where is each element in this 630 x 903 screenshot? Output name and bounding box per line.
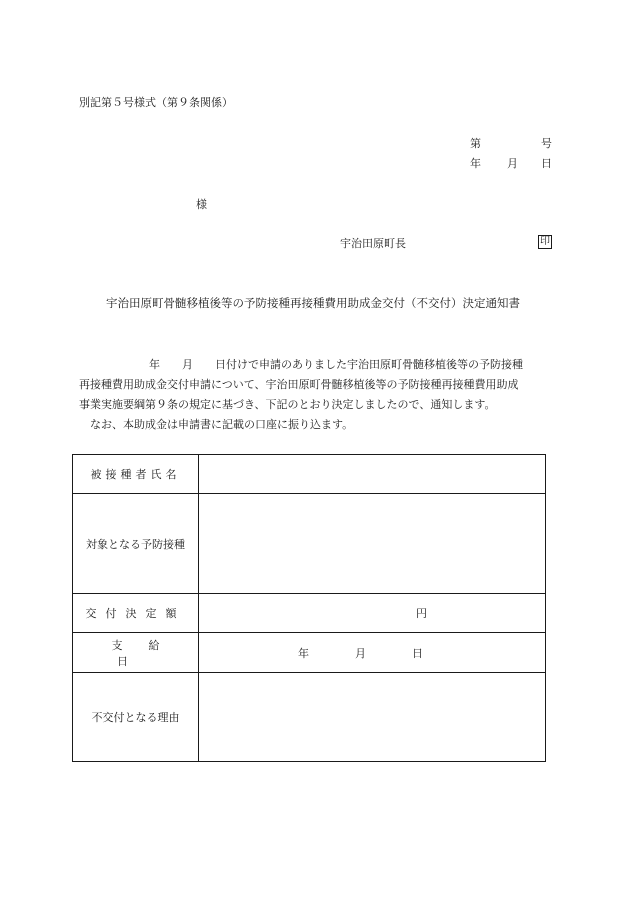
document-number-suffix: 号 <box>541 137 552 150</box>
table-row-recipient <box>73 455 546 494</box>
decision-table <box>72 454 546 762</box>
issue-date-month: 月 <box>507 157 518 170</box>
label-target-vaccination <box>73 494 199 594</box>
body-text <box>79 355 559 435</box>
body-line-1 <box>79 355 559 375</box>
table-row-reason <box>73 673 546 762</box>
form-label: 別記第５号様式（第９条関係） <box>79 96 233 109</box>
table-row-vaccination <box>73 494 546 594</box>
body-line-4-text: なお、本助成金は申請書に記載の口座に振り込ます。 <box>90 418 354 431</box>
value-non-grant-reason <box>199 673 546 762</box>
yen-unit: 円 <box>416 607 427 620</box>
body-line-3: 事業実施要綱第９条の規定に基づき、下記のとおり決定しましたので、通知します。 <box>79 398 496 411</box>
payment-date-year: 年 <box>298 646 309 660</box>
value-grant-amount <box>199 594 546 633</box>
label-grant-amount-text: 交付決定額 <box>85 607 186 620</box>
body-year: 年 <box>149 358 160 371</box>
body-month: 月 <box>182 358 193 371</box>
label-non-grant-reason <box>73 673 199 762</box>
table-row-amount <box>73 594 546 633</box>
payment-date-fields <box>199 645 545 661</box>
value-target-vaccination <box>199 494 546 594</box>
document-title: 宇治田原町骨髄移植後等の予防接種再接種費用助成金交付（不交付）決定通知書 <box>106 296 520 310</box>
issue-date-year: 年 <box>470 157 481 170</box>
label-target-vaccination-text: 対象となる予防接種 <box>86 537 185 551</box>
label-payment-date <box>73 633 199 673</box>
body-line-1-rest: 日付けで申請のありました宇治田原町骨髄移植後等の予防接種 <box>215 358 523 371</box>
table-row-payment-date <box>73 633 546 673</box>
seal-mark: 印 <box>540 236 550 247</box>
label-grant-amount <box>73 594 199 633</box>
issue-date-day: 日 <box>541 157 552 170</box>
value-recipient-name <box>199 455 546 494</box>
label-recipient-name-text: 被接種者氏名 <box>90 468 181 481</box>
label-payment-date-text: 支給日 <box>111 638 186 668</box>
payment-date-month: 月 <box>355 646 366 660</box>
issuer-title: 宇治田原町長 <box>340 237 406 250</box>
addressee-honorific: 様 <box>196 198 207 211</box>
body-line-4 <box>79 415 559 435</box>
label-recipient-name <box>73 455 199 494</box>
document-number-prefix: 第 <box>470 137 481 150</box>
payment-date-day: 日 <box>412 646 423 660</box>
body-line-2: 再接種費用助成金交付申請について、宇治田原町骨髄移植後等の予防接種再接種費用助成 <box>79 378 519 391</box>
label-non-grant-reason-text: 不交付となる理由 <box>91 711 180 724</box>
value-payment-date <box>199 633 546 673</box>
